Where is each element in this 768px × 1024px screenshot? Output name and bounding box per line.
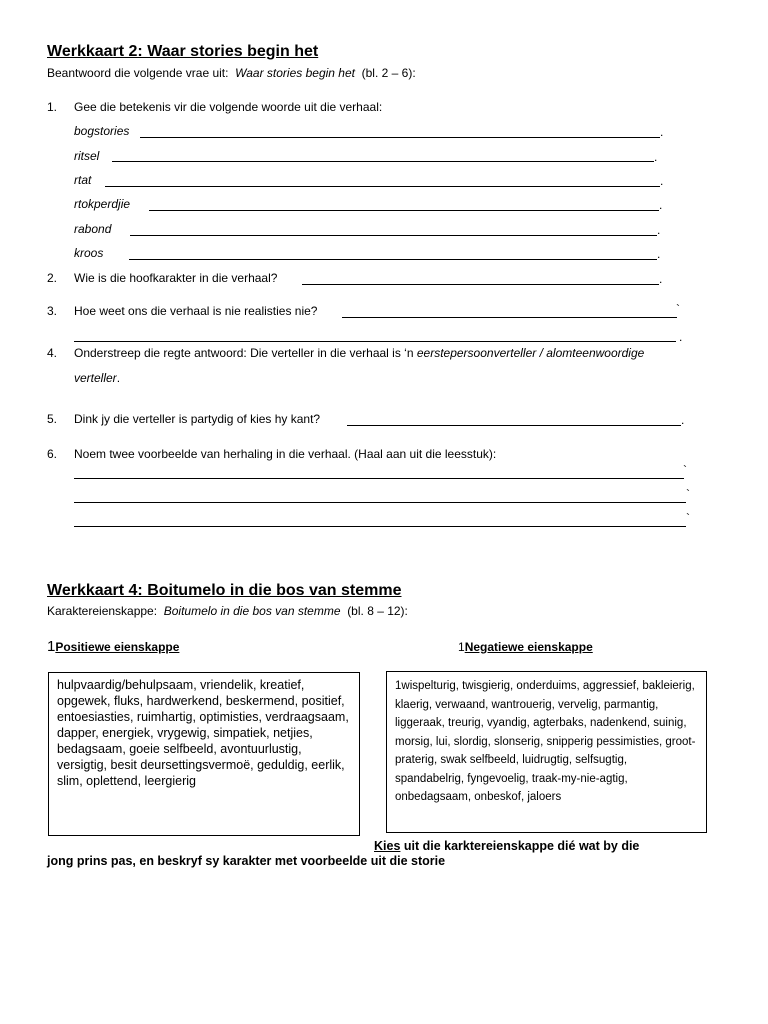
subtitle-pages: (bl. 8 – 12): — [347, 604, 408, 618]
answer-line-ritsel[interactable] — [112, 161, 654, 162]
answer-line-rtat[interactable] — [105, 186, 660, 187]
positive-traits-box: hulpvaardig/behulpsaam, vriendelik, kreatief, opgewek, fluks, hardwerkend, beskermend, positief, entoesiasties, ruimhartig, optimisties, verdraagsaam, dapper, energiek, vrygewig, simpatiek, netjies, bedagsaam, goeie selfbeeld, avontuurlustig, versigtig, besit deursettingsvermoë, geduldig, eerlik, slim, oplettend, leergierig — [48, 672, 360, 836]
vocab-word-1: bogstories — [74, 124, 130, 138]
instruction-line-1 — [374, 838, 639, 854]
instruction-line-2: jong prins pas, en beskryf sy karakter met voorbeelde uit die storie — [47, 854, 446, 868]
vocab-word-5: rabond — [74, 222, 112, 236]
answer-line-q6a[interactable] — [74, 478, 684, 479]
line-end-dot: . — [657, 247, 661, 261]
answer-line-q6b[interactable] — [74, 502, 686, 503]
narrator-option-choices[interactable]: eerstepersoonverteller / alomteenwoordige — [416, 346, 645, 360]
question-6-text: Noem twee voorbeelde van herhaling in die verhaal. (Haal aan uit die leesstuk): — [74, 447, 497, 461]
question-number-3: 3. — [47, 304, 58, 318]
positive-traits-label: Positiewe eienskappe — [55, 640, 180, 654]
question-number-6: 6. — [47, 447, 58, 461]
worksheet4-title: Werkkaart 4: Boitumelo in die bos van stemme — [47, 582, 402, 599]
line-end-tick: ` — [686, 487, 690, 501]
line-end-dot: . — [659, 272, 663, 286]
subtitle-story-title: Boitumelo in die bos van stemme — [163, 604, 341, 618]
question-3-text: Hoe weet ons die verhaal is nie realisties nie? — [74, 304, 318, 318]
line-end-dot: . — [660, 125, 664, 139]
line-end-tick: ` — [683, 463, 687, 477]
negative-traits-label: Negatiewe eienskappe — [464, 640, 593, 654]
subtitle-prefix: Karaktereienskappe: — [47, 604, 158, 618]
subtitle-pages: (bl. 2 – 6): — [361, 66, 416, 80]
negative-traits-box: 1wispelturig, twisgierig, onderduims, aggressief, bakleierig, klaerig, verwaand, wantrouerig, vervelig, parmantig, liggeraak, treurig, vyandig, agterbaks, nadenkend, suinig, morsig, lui, slordig, slonserig, snipperig pessimisties, groot-praterig, swak selfbeeld, luidrugtig, selfsugtig, spandabelrig, fyngevoelig, traak-my-nie-agtig, onbedagsaam, onbeskof, jaloers — [386, 671, 707, 833]
answer-line-q3b[interactable] — [74, 341, 676, 342]
answer-line-q2[interactable] — [302, 284, 659, 285]
answer-line-rabond[interactable] — [130, 235, 657, 236]
line-end-tick: ` — [686, 511, 690, 525]
answer-line-rtokperdjie[interactable] — [149, 210, 659, 211]
worksheet2-subtitle — [47, 66, 416, 80]
heading-number: 1 — [458, 640, 465, 654]
vocab-word-3: rtat — [74, 173, 92, 187]
heading-number: 1 — [47, 638, 56, 655]
worksheet4-subtitle — [47, 604, 408, 618]
line-end-dot: . — [654, 150, 658, 164]
line-end-dot: . — [659, 198, 663, 212]
subtitle-story-title: Waar stories begin het — [235, 66, 355, 80]
question-4-continued — [74, 371, 120, 385]
answer-line-q5[interactable] — [347, 425, 681, 426]
narrator-option-tail[interactable]: verteller — [74, 371, 117, 385]
line-end-tick: ` — [676, 302, 680, 316]
line-end-dot: . — [660, 174, 664, 188]
vocab-word-4: rtokperdjie — [74, 197, 131, 211]
line-end-dot: . — [657, 223, 661, 237]
sentence-end: . — [116, 371, 121, 385]
vocab-word-2: ritsel — [74, 149, 100, 163]
worksheet2-title: Werkkaart 2: Waar stories begin het — [47, 43, 319, 60]
question-4-prompt: Onderstreep die regte antwoord: Die verteller in die verhaal is ‘n — [74, 346, 414, 360]
question-number-5: 5. — [47, 412, 58, 426]
positive-traits-heading — [47, 638, 179, 655]
question-number-2: 2. — [47, 271, 58, 285]
instruction-text: uit die karktereienskappe dié wat by die — [400, 839, 640, 853]
instruction-keyword: Kies — [374, 839, 401, 853]
answer-line-q3a[interactable] — [342, 317, 677, 318]
answer-line-bogstories[interactable] — [140, 137, 660, 138]
question-number-4: 4. — [47, 346, 58, 360]
line-end-dot: . — [679, 330, 683, 344]
answer-line-kroos[interactable] — [129, 259, 657, 260]
vocab-word-6: kroos — [74, 246, 104, 260]
question-number-1: 1. — [47, 100, 58, 114]
question-5-text: Dink jy die verteller is partydig of kies hy kant? — [74, 412, 321, 426]
answer-line-q6c[interactable] — [74, 526, 686, 527]
subtitle-prefix: Beantwoord die volgende vrae uit: — [47, 66, 229, 80]
line-end-dot: . — [681, 413, 685, 427]
negative-traits-heading — [458, 640, 593, 654]
question-4-text — [74, 346, 644, 360]
question-1-text: Gee die betekenis vir die volgende woorde uit die verhaal: — [74, 100, 383, 114]
question-2-text: Wie is die hoofkarakter in die verhaal? — [74, 271, 278, 285]
